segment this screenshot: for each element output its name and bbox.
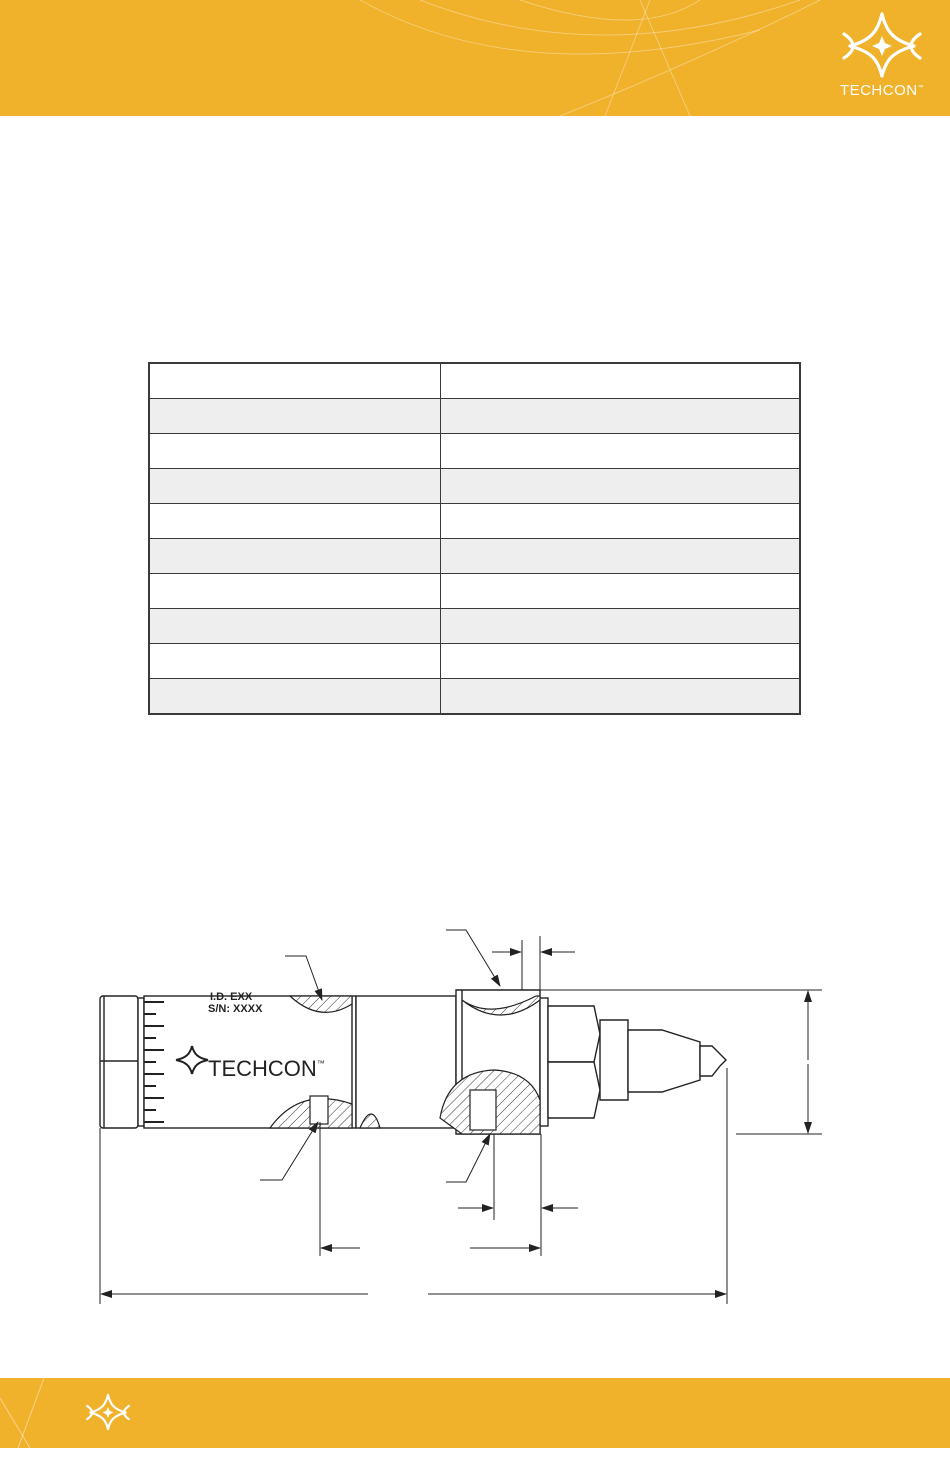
table-cell-label — [149, 363, 441, 399]
mid-body — [356, 996, 456, 1128]
table-row — [149, 644, 800, 679]
table-cell-label — [149, 679, 441, 715]
nozzle-tip — [700, 1046, 726, 1076]
table-cell-value — [441, 434, 801, 469]
footer-banner — [0, 1378, 950, 1448]
table-cell-value — [441, 574, 801, 609]
hex-nut-upper — [548, 1006, 600, 1062]
table-row — [149, 469, 800, 504]
header-banner — [0, 0, 950, 116]
barrel-logo-text: TECHCON™ — [208, 1056, 325, 1081]
table-cell-value — [441, 504, 801, 539]
table-cell-label — [149, 539, 441, 574]
dimension-drawing — [0, 920, 950, 1320]
table-row — [149, 574, 800, 609]
table-row — [149, 363, 800, 399]
footer-decorative-lines — [0, 1378, 950, 1448]
table-cell-label — [149, 434, 441, 469]
table-cell-label — [149, 469, 441, 504]
table-cell-value — [441, 644, 801, 679]
header-decorative-arcs — [0, 0, 950, 116]
table-row — [149, 609, 800, 644]
nozzle-collar — [600, 1020, 628, 1100]
valve-body — [100, 990, 726, 1134]
barrel-id-label: I.D. EXX — [210, 991, 253, 1003]
specifications-table — [148, 362, 801, 715]
table-row — [149, 399, 800, 434]
table-cell-value — [441, 363, 801, 399]
table-cell-value — [441, 609, 801, 644]
table-cell-value — [441, 539, 801, 574]
brand-logo — [834, 10, 930, 110]
table-cell-label — [149, 399, 441, 434]
barrel-serial-label: S/N: XXXX — [208, 1003, 263, 1015]
table-cell-value — [441, 469, 801, 504]
techcon-star-icon — [86, 1392, 130, 1432]
table-row — [149, 504, 800, 539]
table-row — [149, 539, 800, 574]
table-cell-label — [149, 609, 441, 644]
table-cell-label — [149, 574, 441, 609]
nozzle-cone — [628, 1030, 700, 1092]
table-cell-label — [149, 504, 441, 539]
table-cell-value — [441, 679, 801, 715]
table-cell-value — [441, 399, 801, 434]
hex-nut-lower — [548, 1062, 600, 1118]
techcon-star-icon — [842, 10, 922, 80]
end-cap — [100, 996, 138, 1128]
table-row — [149, 434, 800, 469]
table-row — [149, 679, 800, 715]
table-cell-label — [149, 644, 441, 679]
brand-name: TECHCON™ — [839, 82, 925, 99]
